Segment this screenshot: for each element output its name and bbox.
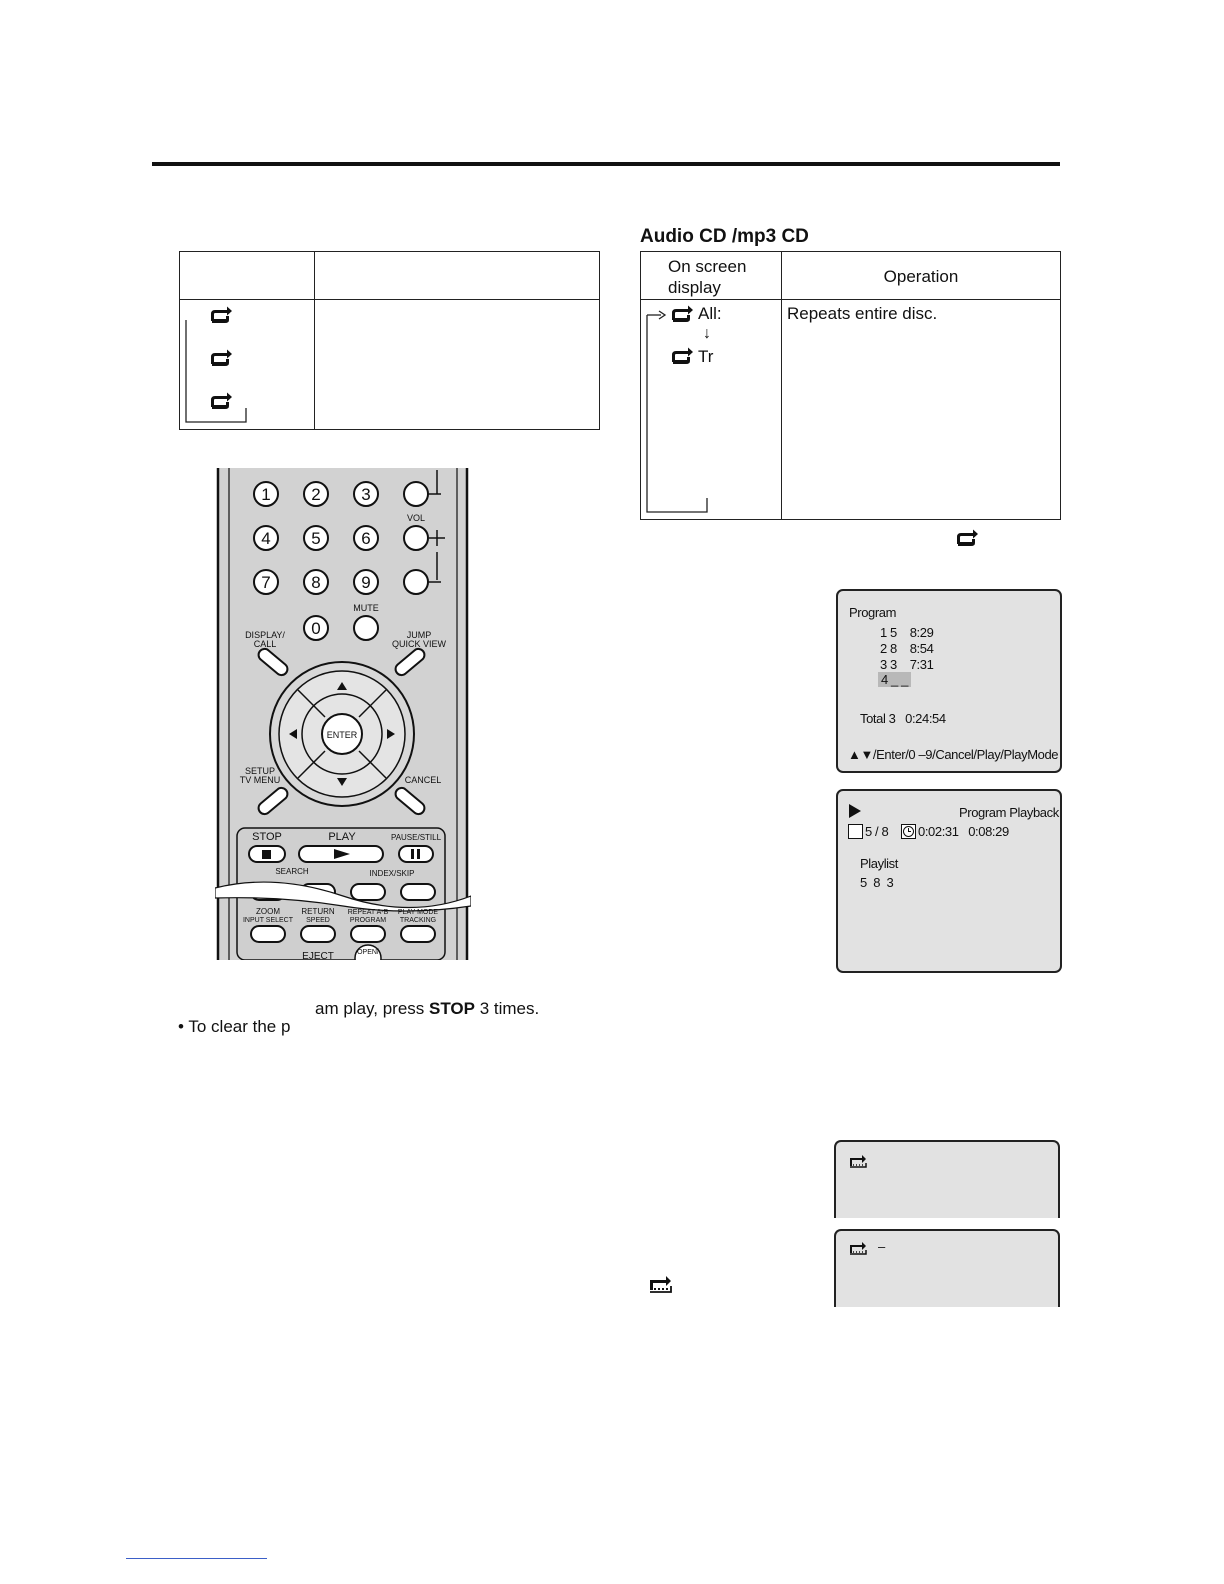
stop-note xyxy=(315,999,539,1019)
num-label: 2 xyxy=(311,485,321,504)
jump-label: JUMP xyxy=(406,630,432,640)
cancel-label: CANCEL xyxy=(404,775,442,785)
repeat-icon xyxy=(211,307,232,324)
repeat-ab-label: REPEAT A-B xyxy=(347,909,389,916)
volume-up-button[interactable] xyxy=(404,526,428,550)
ab-repeat-icon xyxy=(848,1154,868,1170)
stop-label: STOP xyxy=(252,831,282,843)
play-label: PLAY xyxy=(328,831,356,843)
vol-label: VOL xyxy=(406,513,426,523)
play-mode-button[interactable] xyxy=(401,926,435,942)
stop-icon xyxy=(262,850,271,859)
eject-label: EJECT xyxy=(302,951,334,960)
track-icon xyxy=(848,824,863,839)
repeat-table-left xyxy=(179,251,600,430)
mute-button[interactable] xyxy=(354,616,378,640)
call-label: CALL xyxy=(253,639,277,649)
tv-menu-label: TV MENU xyxy=(239,775,281,785)
program-footer: ▲▼/Enter/0 –9/Cancel/Play/PlayMode xyxy=(848,747,1059,762)
index-skip-label: INDEX/SKIP xyxy=(369,869,415,878)
operation-text: Repeats entire disc. xyxy=(787,304,938,323)
clock-icon xyxy=(901,824,916,839)
repeat-icon xyxy=(954,529,980,549)
program-row: 3 3 7:31 xyxy=(880,657,934,672)
skip-forward-button[interactable] xyxy=(401,884,435,900)
volume-down-button[interactable] xyxy=(404,570,428,594)
display-cell xyxy=(180,300,315,430)
col-header-operation-label: Operation xyxy=(883,267,959,286)
footer-link-underline[interactable] xyxy=(126,1558,267,1559)
ab-repeat-icon xyxy=(848,1241,868,1257)
playlist-label: Playlist xyxy=(860,856,898,871)
col-header-display-label: On screen display xyxy=(668,257,747,297)
pause-icon xyxy=(411,849,414,859)
program-screen xyxy=(836,589,1062,773)
down-arrow: ↓ xyxy=(703,325,711,342)
section-heading: Audio CD /mp3 CD xyxy=(640,226,809,247)
remote-control xyxy=(215,468,471,960)
pause-label: PAUSE/STILL xyxy=(390,833,442,842)
mute-label: MUTE xyxy=(353,603,379,613)
num-label: 0 xyxy=(311,619,321,638)
quick-view-label: QUICK VIEW xyxy=(391,639,447,649)
zoom-label: ZOOM xyxy=(256,907,280,916)
repeat-all-label: All: xyxy=(698,304,722,323)
playback-times: 0:02:31 0:08:29 xyxy=(918,824,1009,839)
repeat-table-right xyxy=(640,251,1061,520)
ab-repeat-screen xyxy=(834,1229,1060,1307)
track-count: 5 / 8 xyxy=(865,824,889,839)
program-cursor-row: 4 _ _ xyxy=(878,672,911,687)
note-stop-bold: STOP xyxy=(429,999,475,1018)
setup-label: SETUP xyxy=(244,766,276,776)
ab-repeat-screen xyxy=(834,1140,1060,1218)
num-label: 6 xyxy=(361,529,371,548)
col-header-display xyxy=(641,252,782,300)
program-row: 1 5 8:29 xyxy=(880,625,934,640)
clear-note: • To clear the p xyxy=(178,1017,291,1036)
repeat-cycle-diagram xyxy=(180,300,314,430)
program-title: Program xyxy=(849,605,897,620)
header-rule xyxy=(152,162,1060,166)
program-playback-screen xyxy=(836,789,1062,973)
direction-pad xyxy=(270,662,414,806)
num-label: 5 xyxy=(311,529,321,548)
search-label: SEARCH xyxy=(275,867,309,876)
pause-button[interactable] xyxy=(399,846,433,862)
input-select-label: INPUT SELECT xyxy=(242,917,294,924)
col-header-operation xyxy=(782,252,1061,300)
display-cell xyxy=(641,300,782,520)
display-label: DISPLAY/ xyxy=(245,630,285,640)
zoom-button[interactable] xyxy=(251,926,285,942)
playlist-values: 5 8 3 xyxy=(860,875,894,890)
repeat-icon xyxy=(672,306,693,323)
num-label: 4 xyxy=(261,529,271,548)
repeat-icon xyxy=(672,348,693,365)
ab-repeat-icon xyxy=(648,1275,674,1295)
table-header-cell xyxy=(180,252,315,300)
open-label: OPEN/ xyxy=(357,949,379,956)
ab-dash: – xyxy=(878,1239,885,1254)
repeat-cycle-diagram xyxy=(641,300,781,520)
repeat-track-label: Tr xyxy=(698,347,714,366)
note-text: am play, press xyxy=(315,999,430,1018)
note-text: 3 times. xyxy=(475,999,540,1018)
num-label: 7 xyxy=(261,573,271,592)
play-mode-label: PLAY MODE xyxy=(397,909,439,916)
table-header-cell xyxy=(315,252,600,300)
speed-label: SPEED xyxy=(306,917,330,924)
program-total: Total 3 0:24:54 xyxy=(860,711,946,726)
return-label: RETURN xyxy=(301,907,335,916)
repeat-icon xyxy=(211,350,232,367)
channel-down-button[interactable] xyxy=(404,482,428,506)
playback-mode: Program Playback xyxy=(959,805,1059,820)
program-row: 2 8 8:54 xyxy=(880,641,934,656)
num-label: 1 xyxy=(261,485,271,504)
play-icon xyxy=(848,803,862,819)
enter-label: ENTER xyxy=(326,730,358,740)
program-label: PROGRAM xyxy=(349,917,387,924)
skip-back-button[interactable] xyxy=(351,884,385,900)
return-button[interactable] xyxy=(301,926,335,942)
repeat-icon xyxy=(211,393,232,410)
repeat-ab-button[interactable] xyxy=(351,926,385,942)
tracking-label: TRACKING xyxy=(399,917,437,924)
num-label: 8 xyxy=(311,573,321,592)
num-label: 3 xyxy=(361,485,371,504)
operation-cell xyxy=(782,300,1061,520)
operation-cell xyxy=(315,300,600,430)
num-label: 9 xyxy=(361,573,371,592)
